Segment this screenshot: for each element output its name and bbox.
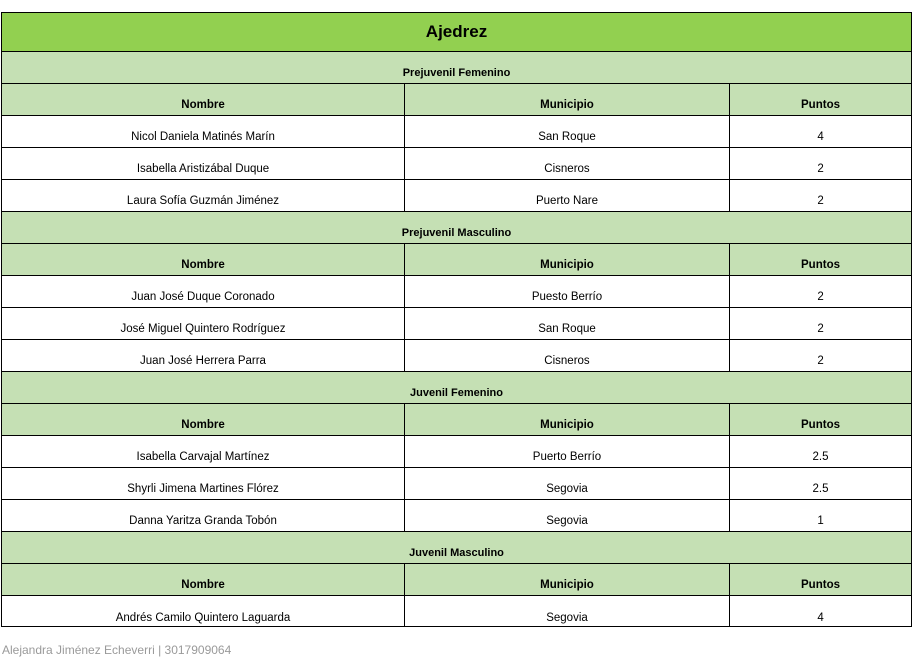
category-title: Prejuvenil Femenino [2,52,912,84]
cell-nombre: Juan José Herrera Parra [2,340,405,372]
cell-nombre: Laura Sofía Guzmán Jiménez [2,180,405,212]
category-row [2,212,912,244]
table-row [2,468,912,500]
cell-puntos: 2.5 [730,468,912,500]
header-municipio: Municipio [405,564,730,596]
title-row [2,13,912,52]
header-nombre: Nombre [2,244,405,276]
cell-municipio: Segovia [405,596,730,627]
cell-puntos: 4 [730,596,912,627]
header-municipio: Municipio [405,404,730,436]
cell-municipio: Cisneros [405,148,730,180]
cell-nombre: Nicol Daniela Matinés Marín [2,116,405,148]
table-row [2,276,912,308]
results-sheet [1,12,911,627]
table-row [2,596,912,627]
header-municipio: Municipio [405,244,730,276]
header-puntos: Puntos [730,564,912,596]
table-row [2,180,912,212]
category-row [2,52,912,84]
column-header-row [2,404,912,436]
cell-nombre: Isabella Carvajal Martínez [2,436,405,468]
cell-municipio: Cisneros [405,340,730,372]
header-municipio: Municipio [405,84,730,116]
category-row [2,532,912,564]
category-row [2,372,912,404]
table-row [2,500,912,532]
table-row [2,340,912,372]
cell-municipio: Puerto Nare [405,180,730,212]
cell-nombre: Andrés Camilo Quintero Laguarda [2,596,405,627]
header-nombre: Nombre [2,84,405,116]
category-title: Juvenil Masculino [2,532,912,564]
category-title: Prejuvenil Masculino [2,212,912,244]
cell-nombre: Shyrli Jimena Martines Flórez [2,468,405,500]
cell-puntos: 2 [730,148,912,180]
table-row [2,436,912,468]
cell-municipio: Puesto Berrío [405,276,730,308]
cell-nombre: Juan José Duque Coronado [2,276,405,308]
column-header-row [2,244,912,276]
results-table-body [2,13,912,627]
sheet-title: Ajedrez [2,13,912,52]
footer-contact: Alejandra Jiménez Echeverri | 3017909064 [2,643,232,657]
cell-puntos: 1 [730,500,912,532]
cell-puntos: 4 [730,116,912,148]
header-nombre: Nombre [2,564,405,596]
cell-municipio: Segovia [405,500,730,532]
column-header-row [2,564,912,596]
cell-nombre: Isabella Aristizábal Duque [2,148,405,180]
cell-nombre: Danna Yaritza Granda Tobón [2,500,405,532]
header-nombre: Nombre [2,404,405,436]
cell-municipio: San Roque [405,308,730,340]
cell-nombre: José Miguel Quintero Rodríguez [2,308,405,340]
header-puntos: Puntos [730,84,912,116]
cell-municipio: San Roque [405,116,730,148]
cell-municipio: Segovia [405,468,730,500]
header-puntos: Puntos [730,404,912,436]
table-row [2,148,912,180]
cell-puntos: 2 [730,308,912,340]
results-table [1,12,912,627]
table-row [2,116,912,148]
header-puntos: Puntos [730,244,912,276]
table-row [2,308,912,340]
column-header-row [2,84,912,116]
cell-municipio: Puerto Berrío [405,436,730,468]
cell-puntos: 2 [730,276,912,308]
cell-puntos: 2 [730,340,912,372]
cell-puntos: 2.5 [730,436,912,468]
category-title: Juvenil Femenino [2,372,912,404]
cell-puntos: 2 [730,180,912,212]
